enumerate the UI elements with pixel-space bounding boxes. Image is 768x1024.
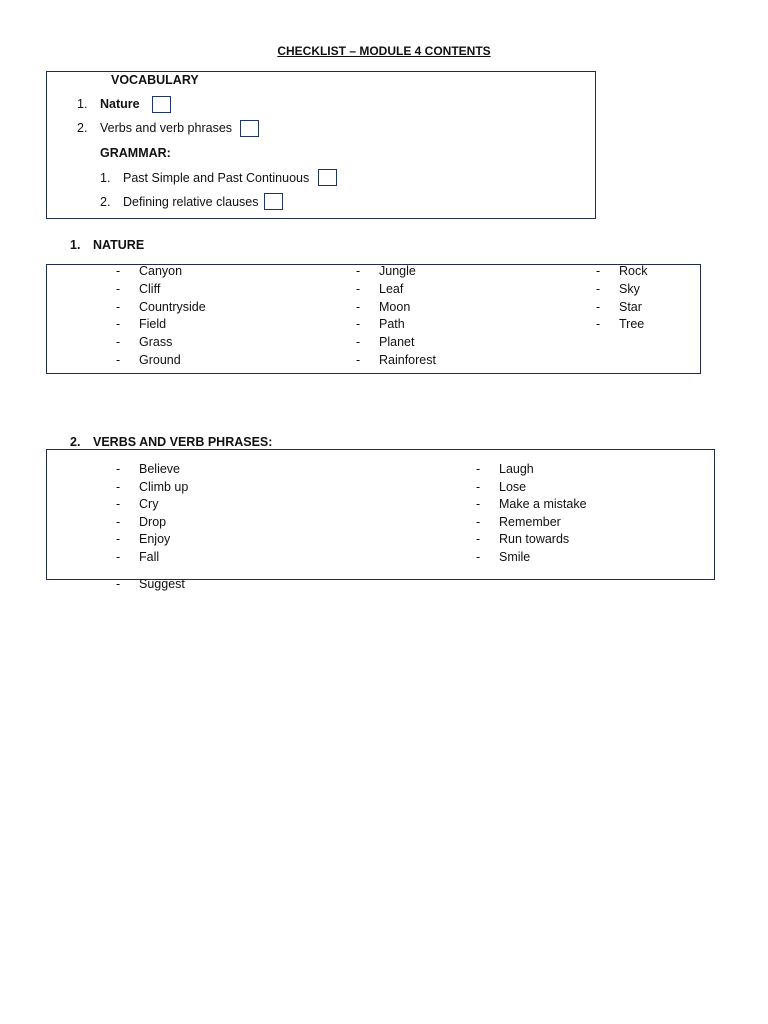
list-item: Climb up [139,479,189,494]
nature-section-heading: NATURE [93,238,145,252]
nature-checkbox[interactable] [152,96,171,113]
list-bullet: - [356,281,361,296]
nature-section-number: 1. [70,238,81,252]
list-bullet: - [116,264,121,278]
vocabulary-item-number: 1. [77,97,88,111]
list-bullet: - [116,577,121,591]
list-bullet: - [596,299,601,314]
relative-clauses-checkbox[interactable] [264,193,283,210]
list-item: Leaf [379,281,404,296]
grammar-item-relative-clauses: Defining relative clauses [123,195,259,209]
list-bullet: - [476,497,481,512]
list-bullet: - [116,514,121,529]
list-item: Rock [619,264,648,278]
list-bullet: - [596,264,601,278]
list-bullet: - [116,281,121,296]
list-item: Lose [499,479,527,494]
list-item: Remember [499,514,561,529]
list-item: Moon [379,299,411,314]
verbs-checkbox[interactable] [240,120,259,137]
list-bullet: - [476,462,481,476]
list-item: Smile [499,550,531,564]
list-bullet: - [116,317,121,332]
list-item: Laugh [499,462,534,476]
past-tenses-checkbox[interactable] [318,169,337,186]
list-item: Drop [139,514,167,529]
vocabulary-heading: VOCABULARY [111,73,199,87]
grammar-item-number: 2. [100,195,111,209]
list-item: Suggest [139,577,185,591]
list-item: Jungle [379,264,416,278]
vocabulary-item-nature: Nature [100,97,140,111]
list-bullet: - [116,532,121,547]
grammar-item-number: 1. [100,171,111,185]
vocabulary-item-number: 2. [77,121,88,135]
list-bullet: - [356,299,361,314]
grammar-item-past-tenses: Past Simple and Past Continuous [123,171,310,185]
list-item: Sky [619,281,640,296]
list-bullet: - [476,532,481,547]
list-item: Rainforest [379,353,436,367]
list-bullet: - [116,550,121,564]
list-bullet: - [356,264,361,278]
list-item: Cliff [139,281,161,296]
list-item: Cry [139,497,159,512]
list-item: Run towards [499,532,570,547]
list-item: Believe [139,462,180,476]
list-item: Canyon [139,264,183,278]
list-bullet: - [596,281,601,296]
list-bullet: - [596,317,601,332]
list-bullet: - [476,514,481,529]
list-item: Planet [379,335,415,350]
list-bullet: - [116,479,121,494]
list-item: Grass [139,335,173,350]
list-bullet: - [116,335,121,350]
list-item: Make a mistake [499,497,587,512]
list-bullet: - [116,353,121,367]
list-bullet: - [356,335,361,350]
list-item: Fall [139,550,160,564]
verbs-section-number: 2. [70,435,81,449]
list-item: Countryside [139,299,206,314]
list-item: Field [139,317,167,332]
list-bullet: - [476,479,481,494]
list-bullet: - [116,462,121,476]
vocabulary-item-verbs: Verbs and verb phrases [100,121,233,135]
verbs-section-heading: VERBS AND VERB PHRASES: [93,435,273,449]
list-bullet: - [356,317,361,332]
list-item: Tree [619,317,645,332]
list-bullet: - [476,550,481,564]
list-item: Ground [139,353,181,367]
grammar-heading: GRAMMAR: [100,146,171,160]
list-bullet: - [116,299,121,314]
page-title: CHECKLIST – MODULE 4 CONTENTS [277,44,491,58]
list-bullet: - [116,497,121,512]
list-item: Path [379,317,405,332]
list-bullet: - [356,353,361,367]
list-item: Star [619,299,642,314]
list-item: Enjoy [139,532,171,547]
